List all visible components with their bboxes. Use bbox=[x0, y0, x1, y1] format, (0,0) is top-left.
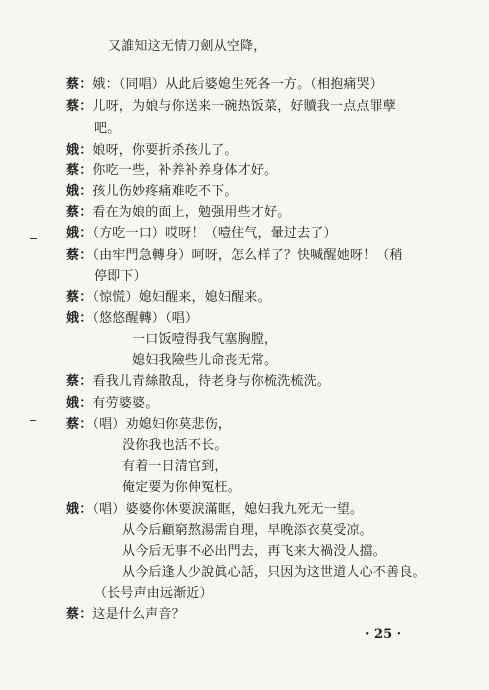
speaker-name: 蔡： bbox=[66, 77, 93, 92]
speaker-name: 娥： bbox=[66, 226, 93, 241]
script-line bbox=[94, 268, 147, 285]
speaker-name: 蔡： bbox=[66, 290, 93, 305]
line-text: 看我儿青絲散乱，待老身与你梳洗梳洗。 bbox=[92, 374, 331, 389]
script-line bbox=[66, 142, 238, 159]
script-line bbox=[66, 289, 271, 306]
page-number: · 25 · bbox=[365, 627, 402, 642]
speaker-name: 蔡： bbox=[66, 607, 93, 622]
speaker-name: 娥： bbox=[66, 502, 93, 517]
script-line bbox=[66, 225, 337, 242]
line-text: 你吃一些，补养补养身体才好。 bbox=[92, 163, 278, 178]
line-text: 有着一日清官到， bbox=[122, 459, 228, 474]
script-line bbox=[122, 437, 228, 454]
line-text: （惊慌）媳妇醒来，媳妇醒来。 bbox=[92, 290, 271, 305]
line-text: （唱）婆婆你休要淚滿眶，媳妇我九死无一望。 bbox=[92, 502, 364, 517]
line-text: 一口饭噎得我气塞胸膛， bbox=[132, 332, 278, 347]
line-text: 娥：（同唱）从此后婆媳生死各一方。（相抱痛哭） bbox=[92, 77, 384, 92]
line-text: 这是什么声音？ bbox=[92, 607, 185, 622]
speaker-name: 蔡： bbox=[66, 99, 93, 114]
script-line bbox=[122, 479, 241, 496]
script-line bbox=[108, 38, 266, 55]
script-line bbox=[66, 204, 290, 221]
line-text: 媳妇我險些儿命丧无常。 bbox=[132, 353, 278, 368]
line-text: （唱）劝媳妇你莫悲伤， bbox=[92, 417, 232, 432]
script-line bbox=[132, 331, 277, 348]
line-text: 娘呀，你要折杀孩儿了。 bbox=[92, 143, 238, 158]
line-text: 有劳婆婆。 bbox=[92, 396, 159, 411]
script-line bbox=[66, 98, 396, 115]
speaker-name: 蔡： bbox=[66, 205, 93, 220]
script-line bbox=[132, 352, 277, 369]
script-line bbox=[66, 310, 198, 327]
speaker-name: 蔡： bbox=[66, 417, 93, 432]
line-text: 没你我也活不长。 bbox=[122, 438, 228, 453]
line-text: 又誰知这无情刀劍从空降， bbox=[108, 39, 267, 54]
line-text: 从今后逢人少說眞心話，只因为这世道人心不善良。 bbox=[122, 565, 426, 580]
line-text: 从今后无事不必出門去，再飞来大禍没人擋。 bbox=[122, 544, 387, 559]
script-line bbox=[66, 373, 330, 390]
speaker-name: 娥： bbox=[66, 184, 93, 199]
line-text: （方吃一口）哎呀！（噎住气，暈过去了） bbox=[92, 226, 337, 241]
script-line bbox=[122, 458, 228, 475]
speaker-name: 蔡： bbox=[66, 374, 93, 389]
line-text: 吧。 bbox=[94, 121, 121, 136]
line-text: （由牢門急轉身）呵呀，怎么样了？快喊醒她呀！（稍 bbox=[92, 248, 403, 263]
margin-mark bbox=[30, 420, 36, 421]
script-line bbox=[122, 522, 373, 539]
line-text: 从今后顧窮熬湯需自理，早晚添衣莫受凉。 bbox=[122, 523, 373, 538]
script-line bbox=[94, 585, 213, 602]
line-text: 停即下） bbox=[94, 269, 147, 284]
script-line bbox=[122, 543, 386, 560]
margin-mark bbox=[30, 238, 37, 239]
script-line bbox=[66, 501, 363, 518]
script-line bbox=[66, 606, 185, 623]
script-line bbox=[66, 247, 403, 264]
speaker-name: 蔡： bbox=[66, 163, 93, 178]
line-text: 孩儿伤妙疼痛难吃不下。 bbox=[92, 184, 238, 199]
script-line bbox=[66, 395, 158, 412]
script-line bbox=[66, 162, 277, 179]
line-text: 俺定要为你伸冤枉。 bbox=[122, 480, 241, 495]
script-line bbox=[66, 416, 231, 433]
speaker-name: 蔡： bbox=[66, 248, 93, 263]
speaker-name: 娥： bbox=[66, 143, 93, 158]
line-text: （长号声由远渐近） bbox=[94, 586, 213, 601]
line-text: 儿呀，为娘与你送来一碗热饭菜，好贖我一点点罪孽 bbox=[92, 99, 397, 114]
line-text: （悠悠醒轉）（唱） bbox=[92, 311, 199, 326]
speaker-name: 娥： bbox=[66, 396, 93, 411]
script-line bbox=[122, 564, 426, 581]
script-line bbox=[66, 76, 383, 93]
speaker-name: 娥： bbox=[66, 311, 93, 326]
line-text: 看在为娘的面上，勉强用些才好。 bbox=[92, 205, 291, 220]
script-line bbox=[66, 183, 238, 200]
script-line bbox=[94, 120, 120, 137]
